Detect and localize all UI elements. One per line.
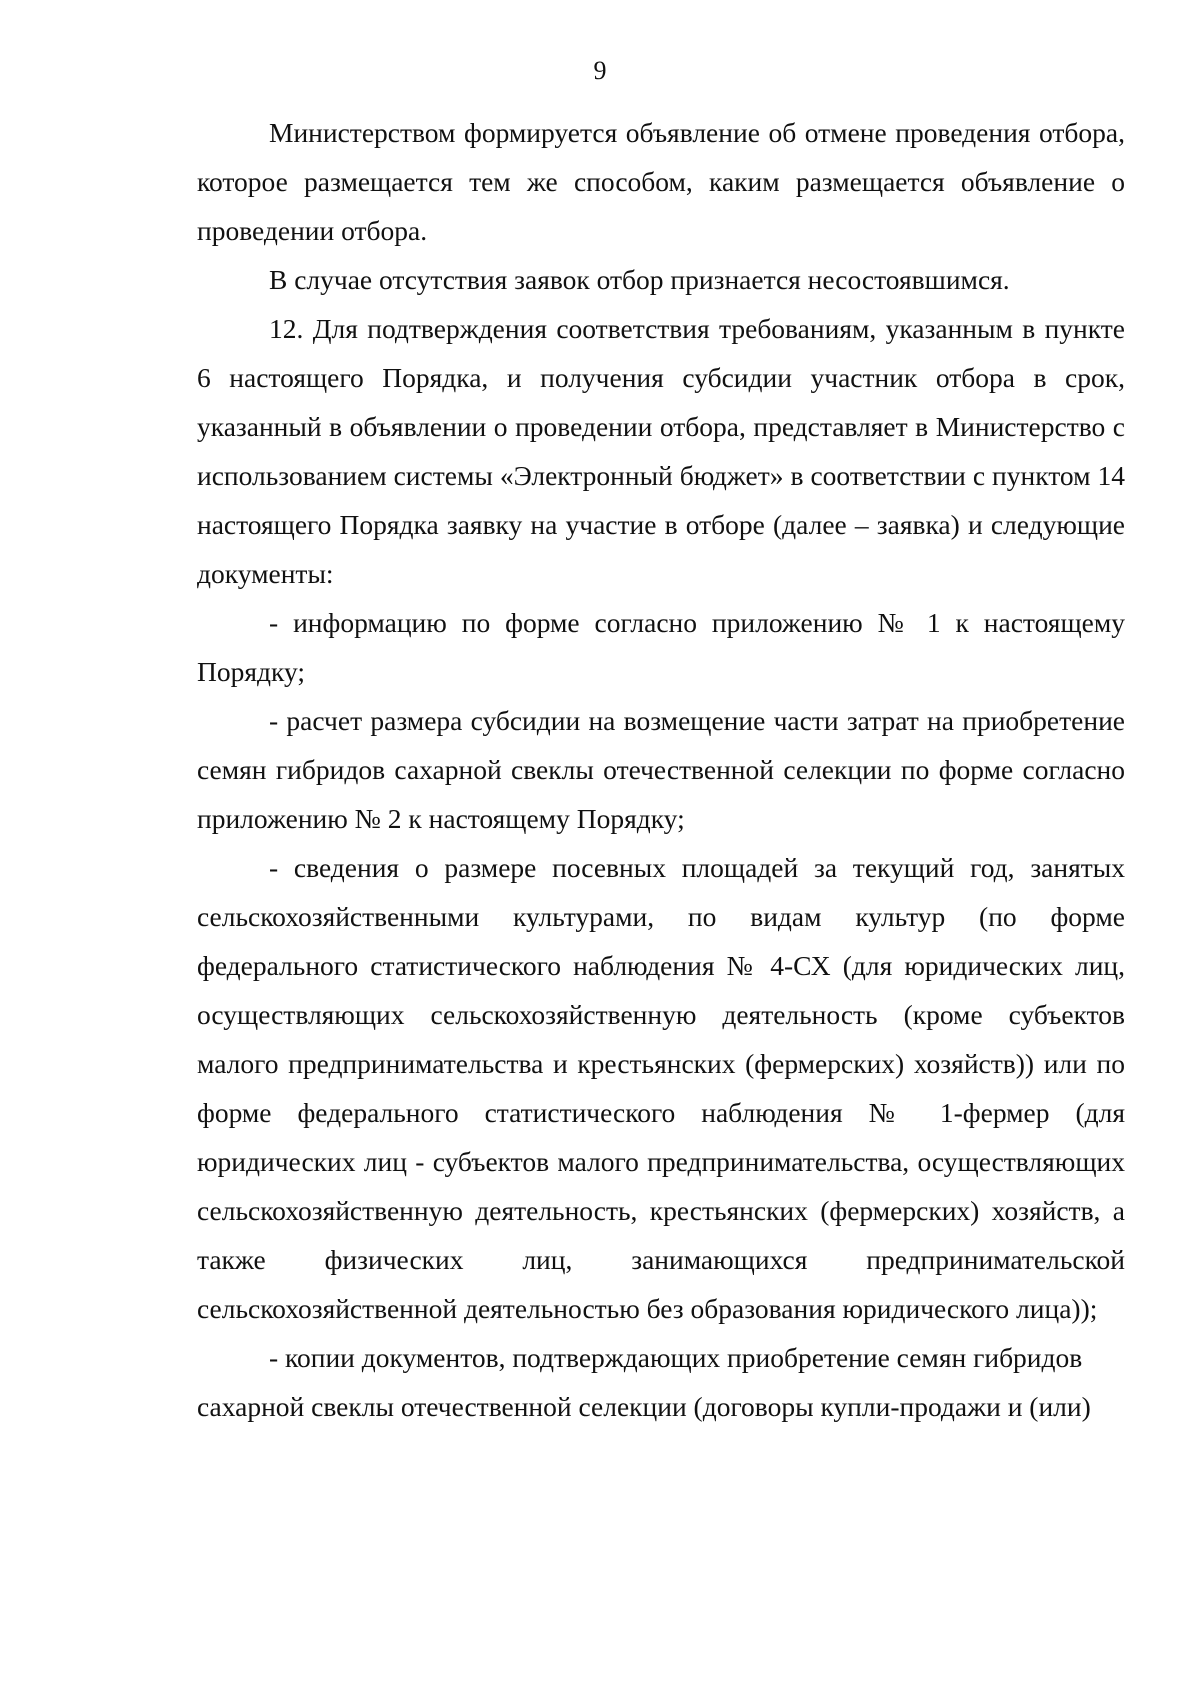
list-item-purchase-documents: - копии документов, подтверждающих приобретение семян гибридов сахарной свеклы отечественной селекции (договоры купли-продажи и (или) bbox=[197, 1342, 1091, 1422]
list-item-sown-area-info: - сведения о размере посевных площадей за текущий год, занятых сельскохозяйственными культурами, по видам культур (по форме федерального статистического наблюдения № 4-СХ (для юридических лиц, осуществляющих сельскохозяйственную деятельность (кроме субъектов малого предпринимательства и крестьянских (фермерских) хозяйств)) или по форме федерального статистического наблюдения № 1-фермер (для юридических лиц - субъектов малого предпринимательства, осуществляющих сельскохозяйственную деятельность, крестьянских (фермерских) хозяйств, а также физических лиц, занимающихся предпринимательской сельскохозяйственной деятельностью без образования юридического лица)); bbox=[197, 852, 1125, 1324]
paragraph-item-12: 12. Для подтверждения соответствия требованиям, указанным в пункте 6 настоящего Порядка, и получения субсидии участник отбора в срок, указанный в объявлении о проведении отбора, представляет в Министерство с использованием системы «Электронный бюджет» в соответствии с пунктом 14 настоящего Порядка заявку на участие в отборе (далее – заявка) и следующие документы: bbox=[197, 313, 1125, 589]
document-body bbox=[197, 108, 1125, 1431]
page-number: 9 bbox=[593, 56, 607, 85]
list-item-subsidy-calculation: - расчет размера субсидии на возмещение части затрат на приобретение семян гибридов сахарной свеклы отечественной селекции по форме согласно приложению № 2 к настоящему Порядку; bbox=[197, 705, 1125, 834]
paragraph-cancellation-notice: Министерством формируется объявление об отмене проведения отбора, которое размещается тем же способом, каким размещается объявление о проведении отбора. bbox=[197, 117, 1125, 246]
list-item-information-form: - информацию по форме согласно приложению № 1 к настоящему Порядку; bbox=[197, 607, 1125, 687]
paragraph-no-applications: В случае отсутствия заявок отбор признается несостоявшимся. bbox=[269, 264, 1010, 295]
